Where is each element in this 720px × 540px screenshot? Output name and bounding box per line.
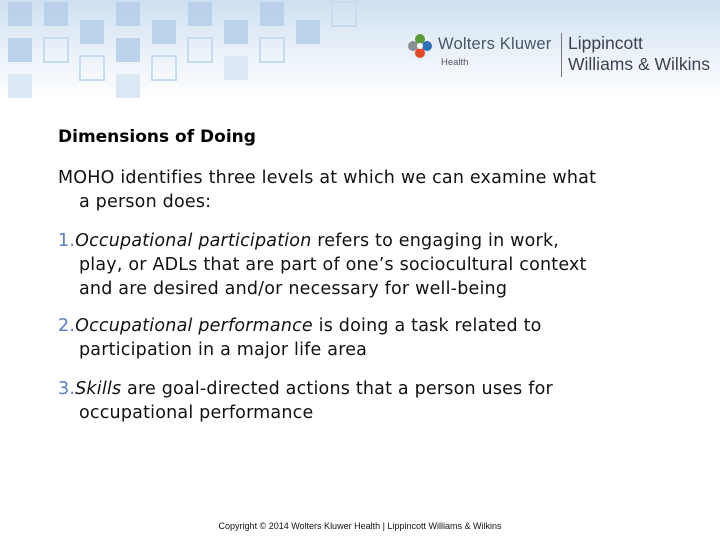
slide-title: Dimensions of Doing xyxy=(58,127,256,147)
logo-wolters-kluwer-text: Wolters Kluwer xyxy=(438,35,552,53)
list-item xyxy=(58,229,688,301)
logo-divider xyxy=(561,33,562,77)
list-item-text: participation in a major life area xyxy=(79,340,368,360)
copyright-footer: Copyright © 2014 Wolters Kluwer Health | Lippincott Williams & Wilkins xyxy=(218,521,502,531)
list-item xyxy=(58,377,688,425)
list-item-text: are goal-directed actions that a person uses for xyxy=(121,379,553,399)
list-item-number: 2. xyxy=(58,316,76,336)
logo-lippincott-text: Lippincott xyxy=(568,33,643,53)
wolters-kluwer-mark-icon xyxy=(407,33,433,59)
list-item-text: play, or ADLs that are part of one’s sociocultural context xyxy=(79,255,587,275)
list-item-text: refers to engaging in work, xyxy=(311,231,560,251)
intro-paragraph xyxy=(58,166,688,214)
list-item-number: 3. xyxy=(58,379,76,399)
decorative-squares xyxy=(0,0,360,110)
logo-health-text: Health xyxy=(441,57,469,68)
list-item-term: Skills xyxy=(75,379,122,399)
list-item xyxy=(58,314,688,362)
list-item-number: 1. xyxy=(58,231,76,251)
list-item-text: occupational performance xyxy=(79,403,314,423)
logo-williams-wilkins-text: Williams & Wilkins xyxy=(568,54,710,74)
intro-line-2: a person does: xyxy=(79,192,212,212)
list-item-text: and are desired and/or necessary for well-being xyxy=(79,279,508,299)
intro-line-1: MOHO identifies three levels at which we can examine what xyxy=(58,168,597,188)
list-item-term: Occupational performance xyxy=(75,316,313,336)
list-item-text: is doing a task related to xyxy=(312,316,542,336)
list-item-term: Occupational participation xyxy=(75,231,312,251)
